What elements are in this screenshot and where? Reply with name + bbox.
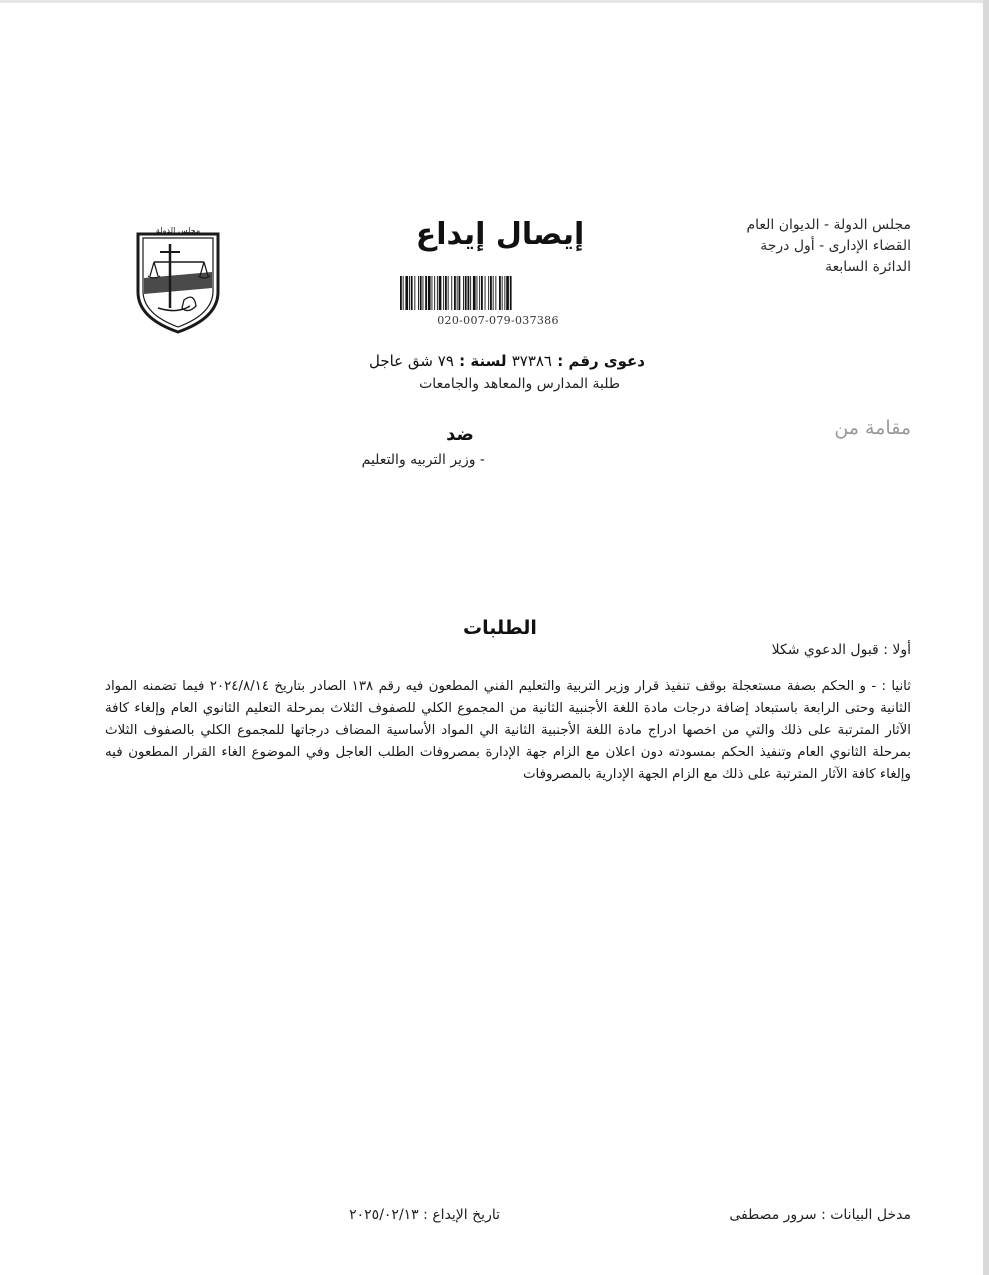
plaintiff-description: طلبة المدارس والمعاهد والجامعات xyxy=(419,376,620,392)
brought-by-label: مقامة من xyxy=(834,417,911,439)
requests-heading: الطلبات xyxy=(463,617,537,639)
data-entry-clerk: مدخل البيانات : سرور مصطفى xyxy=(729,1207,911,1223)
scan-edge-top xyxy=(0,0,989,3)
against-label: ضد xyxy=(446,424,474,445)
deposit-date: تاريخ الإيداع : ٢٠٢٥/٠٢/١٣ xyxy=(349,1207,500,1223)
court-header-line-3: الدائرة السابعة xyxy=(825,259,911,275)
barcode-image xyxy=(398,276,598,310)
case-number-value: ٣٧٣٨٦ xyxy=(511,352,552,370)
defendant-name: - وزير التربيه والتعليم xyxy=(361,452,485,468)
document-title: إيصال إيداع xyxy=(415,217,585,252)
state-council-seal-logo xyxy=(132,222,224,336)
case-number-label: دعوى رقم : xyxy=(557,352,645,370)
court-header-line-2: القضاء الإدارى - أول درجة xyxy=(760,238,911,254)
court-header-line-1: مجلس الدولة - الديوان العام xyxy=(746,217,911,233)
first-request: أولا : قبول الدعوي شكلا xyxy=(771,642,911,658)
case-year-label: لسنة : xyxy=(459,352,507,370)
case-number-line xyxy=(280,352,645,370)
scan-edge-right xyxy=(983,0,989,1275)
barcode-number: 020-007-079-037386 xyxy=(437,314,559,327)
second-request: ثانيا : - و الحكم بصفة مستعجلة بوقف تنفيذ قرار وزير التربية والتعليم الفني المطعون فيه رقم ١٣٨ الصادر بتاريخ ٢٠٢٤/٨/١٤ فيما تضمنه المواد الثانية وحتى الرابعة باستبعاد إضافة درجات مادة اللغة الأجنبية الثانية من المجموع الكلي للصفوف الثلاث بمرحلة التعليم الثانوي العام وإلغاء كافة الآثار المترتبة على ذلك والتي من اخصها ادراج مادة اللغة الأجنبية الثانية الي المواد الأساسية المضاف درجاتها للمجموع الكلي بالصفوف الثلاث بمرحلة الثانوي العام وتنفيذ الحكم بمسودته دون اعلان مع الزام جهة الإدارة بمصروفات الطلب العاجل وفي الموضوع الغاء القرار المطعون فيه وإلغاء كافة الآثار المترتبة على ذلك مع الزام الجهة الإدارية بالمصروفات xyxy=(105,679,911,782)
case-year-value: ٧٩ شق عاجل xyxy=(368,352,454,370)
court-header xyxy=(671,215,911,278)
seal-text: مجلس الدولة xyxy=(155,226,201,235)
